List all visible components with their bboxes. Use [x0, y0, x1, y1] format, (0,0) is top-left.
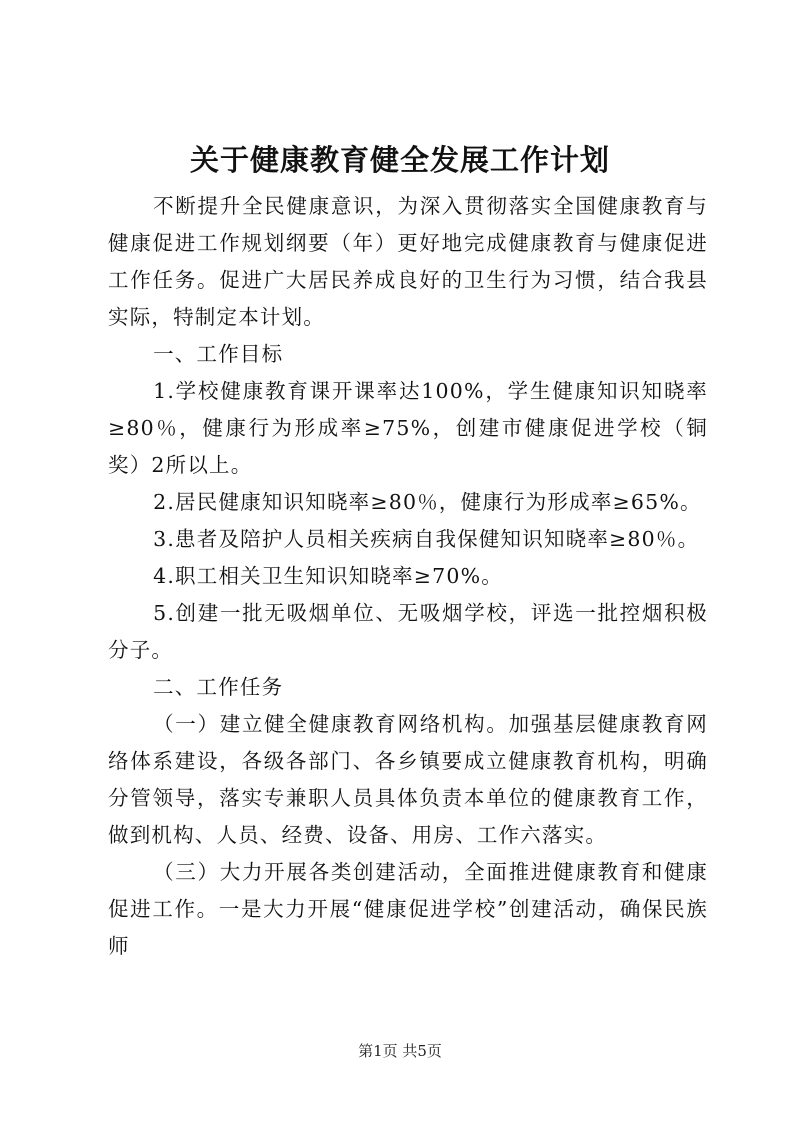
- document-title: 关于健康教育健全发展工作计划: [189, 143, 610, 177]
- goal-item-4: 4.职工相关卫生知识知晓率≥70%。: [153, 564, 503, 588]
- document-body: [108, 188, 708, 965]
- section-heading-goals: 一、工作目标: [153, 342, 284, 366]
- goal-item-3: 3.患者及陪护人员相关疾病自我保健知识知晓率≥80％。: [153, 527, 700, 551]
- intro-paragraph: 不断提升全民健康意识，为深入贯彻落实全国健康教育与健康促进工作规划纲要（年）更好地完成健康教育与健康促进工作任务。促进广大居民养成良好的卫生行为习惯，结合我县实际，特制定本计划。: [108, 194, 708, 329]
- goal-item-1: 1.学校健康教育课开课率达100%，学生健康知识知晓率≥80％，健康行为形成率≥75%，创建市健康促进学校（铜奖）2所以上。: [108, 379, 708, 477]
- page-number-footer: 第1页 共5页: [358, 1042, 442, 1060]
- task-item-3: （三）大力开展各类创建活动，全面推进健康教育和健康促进工作。一是大力开展“健康促进学校”创建活动，确保民族师: [108, 860, 708, 958]
- goal-item-2: 2.居民健康知识知晓率≥80％，健康行为形成率≥65%。: [153, 490, 702, 514]
- section-heading-tasks: 二、工作任务: [153, 675, 284, 699]
- goal-item-5: 5.创建一批无吸烟单位、无吸烟学校，评选一批控烟积极分子。: [108, 601, 708, 662]
- task-item-1: （一）建立健全健康教育网络机构。加强基层健康教育网络体系建设，各级各部门、各乡镇要成立健康教育机构，明确分管领导，落实专兼职人员具体负责本单位的健康教育工作，做到机构、人员、经费、设备、用房、工作六落实。: [108, 712, 708, 847]
